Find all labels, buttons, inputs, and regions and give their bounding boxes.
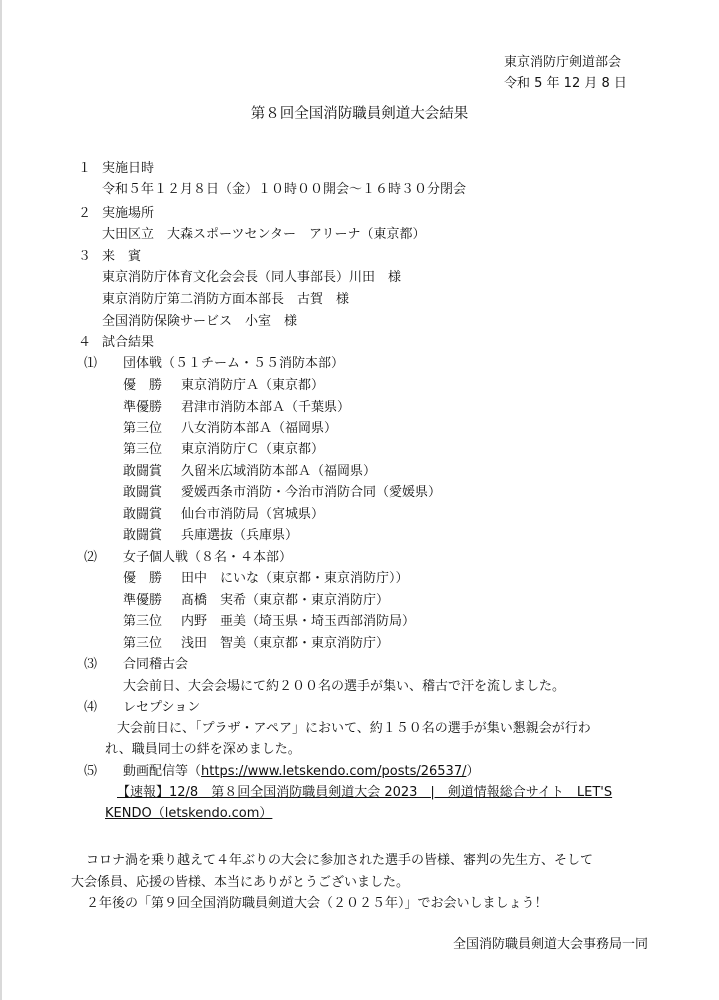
result-rank: 優 勝 [123,378,163,393]
section-4-heading: 試合結果 [102,335,155,350]
section-1-number: １ [78,161,92,176]
result-rank: 第三位 [123,421,163,436]
reception-line: れ、職員同士の絆を深めました。 [105,742,301,757]
result-rank: 準優勝 [123,400,163,415]
page-left-edge [0,0,2,1000]
result-name: 愛媛西条市消防・今治市消防合同（愛媛県） [181,485,442,500]
section-1-line: 令和５年１２月８日（金）１０時００開会～１６時３０分閉会 [102,182,467,197]
women-number: ⑵ [84,550,98,565]
section-3-heading: 来 賓 [102,249,142,264]
result-rank: 敢闘賞 [123,464,163,479]
result-name: 東京消防庁Ｃ（東京都） [181,442,325,457]
article-link-line-1[interactable]: 【速報】12/8 第８回全国消防職員剣道大会 2023 | 剣道情報総合サイト LET'S [117,785,613,800]
reception-number: ⑷ [84,700,98,715]
section-2-heading: 実施場所 [102,206,155,221]
result-name: 仙台市消防局（宮城県） [181,507,325,522]
practice-line: 大会前日、大会会場にて約２００名の選手が集い、稽古で汗を流しました。 [123,679,566,694]
document-title: 第８回全国消防職員剣道大会結果 [250,106,469,122]
result-name: 東京消防庁Ａ（東京都） [181,378,325,393]
section-2-line: 大田区立 大森スポーツセンター アリーナ（東京都） [102,227,426,242]
header-date: 令和 5 年 12 月 8 日 [504,76,627,91]
section-2-number: ２ [78,206,92,221]
url-paren-open: （ [188,764,202,779]
result-rank: 敢闘賞 [123,528,163,543]
result-rank: 第三位 [123,614,163,629]
guest-line: 東京消防庁第二消防方面本部長 古賀 様 [102,292,350,307]
result-name: 髙橋 実希（東京都・東京消防庁） [181,593,390,608]
video-number: ⑸ [84,764,98,779]
result-name: 兵庫選抜（兵庫県） [181,528,299,543]
video-url-link[interactable]: https://www.letskendo.com/posts/26537/ [201,764,467,779]
reception-line: 大会前日に、「プラザ・アペア」において、約１５０名の選手が集い懇親会が行わ [117,721,591,736]
result-name: 浅田 智美（東京都・東京消防庁） [181,636,390,651]
result-rank: 第三位 [123,442,163,457]
section-1-heading: 実施日時 [102,161,155,176]
closing-line: ２年後の「第９回全国消防職員剣道大会（２０２５年）」でお会いしましょう！ [86,896,548,911]
guest-line: 東京消防庁体育文化会会長（同人事部長）川田 様 [102,270,402,285]
result-name: 久留米広域消防本部Ａ（福岡県） [181,464,377,479]
closing-line: 大会係員、応援の皆様、本当にありがとうございました。 [71,875,410,890]
reception-heading: レセプション [123,700,201,715]
team-number: ⑴ [84,356,98,371]
result-rank: 優 勝 [123,571,163,586]
practice-number: ⑶ [84,657,98,672]
guest-line: 全国消防保険サービス 小室 様 [102,314,298,329]
result-name: 八女消防本部Ａ（福岡県） [181,421,338,436]
result-name: 内野 亜美（埼玉県・埼玉西部消防局） [181,614,416,629]
closing-line: コロナ渦を乗り越えて４年ぶりの大会に参加された選手の皆様、審判の先生方、そして [86,853,594,868]
result-rank: 準優勝 [123,593,163,608]
result-rank: 第三位 [123,636,163,651]
result-rank: 敢闘賞 [123,485,163,500]
women-heading: 女子個人戦（８名・４本部） [123,550,293,565]
section-4-number: ４ [78,335,92,350]
video-row [123,763,479,781]
video-heading: 動画配信等 [123,764,189,779]
result-rank: 敢闘賞 [123,507,163,522]
practice-heading: 合同稽古会 [123,657,189,672]
team-heading: 団体戦（５１チーム・５５消防本部） [123,356,345,371]
result-name: 君津市消防本部Ａ（千葉県） [181,400,351,415]
header-org: 東京消防庁剣道部会 [504,55,622,70]
url-paren-close: ） [466,764,480,779]
signature: 全国消防職員剣道大会事務局一同 [452,937,648,952]
result-name: 田中 にいな（東京都・東京消防庁）） [181,571,409,586]
section-3-number: ３ [78,249,92,264]
article-link-line-2[interactable]: KENDO（letskendo.com） [105,806,273,821]
